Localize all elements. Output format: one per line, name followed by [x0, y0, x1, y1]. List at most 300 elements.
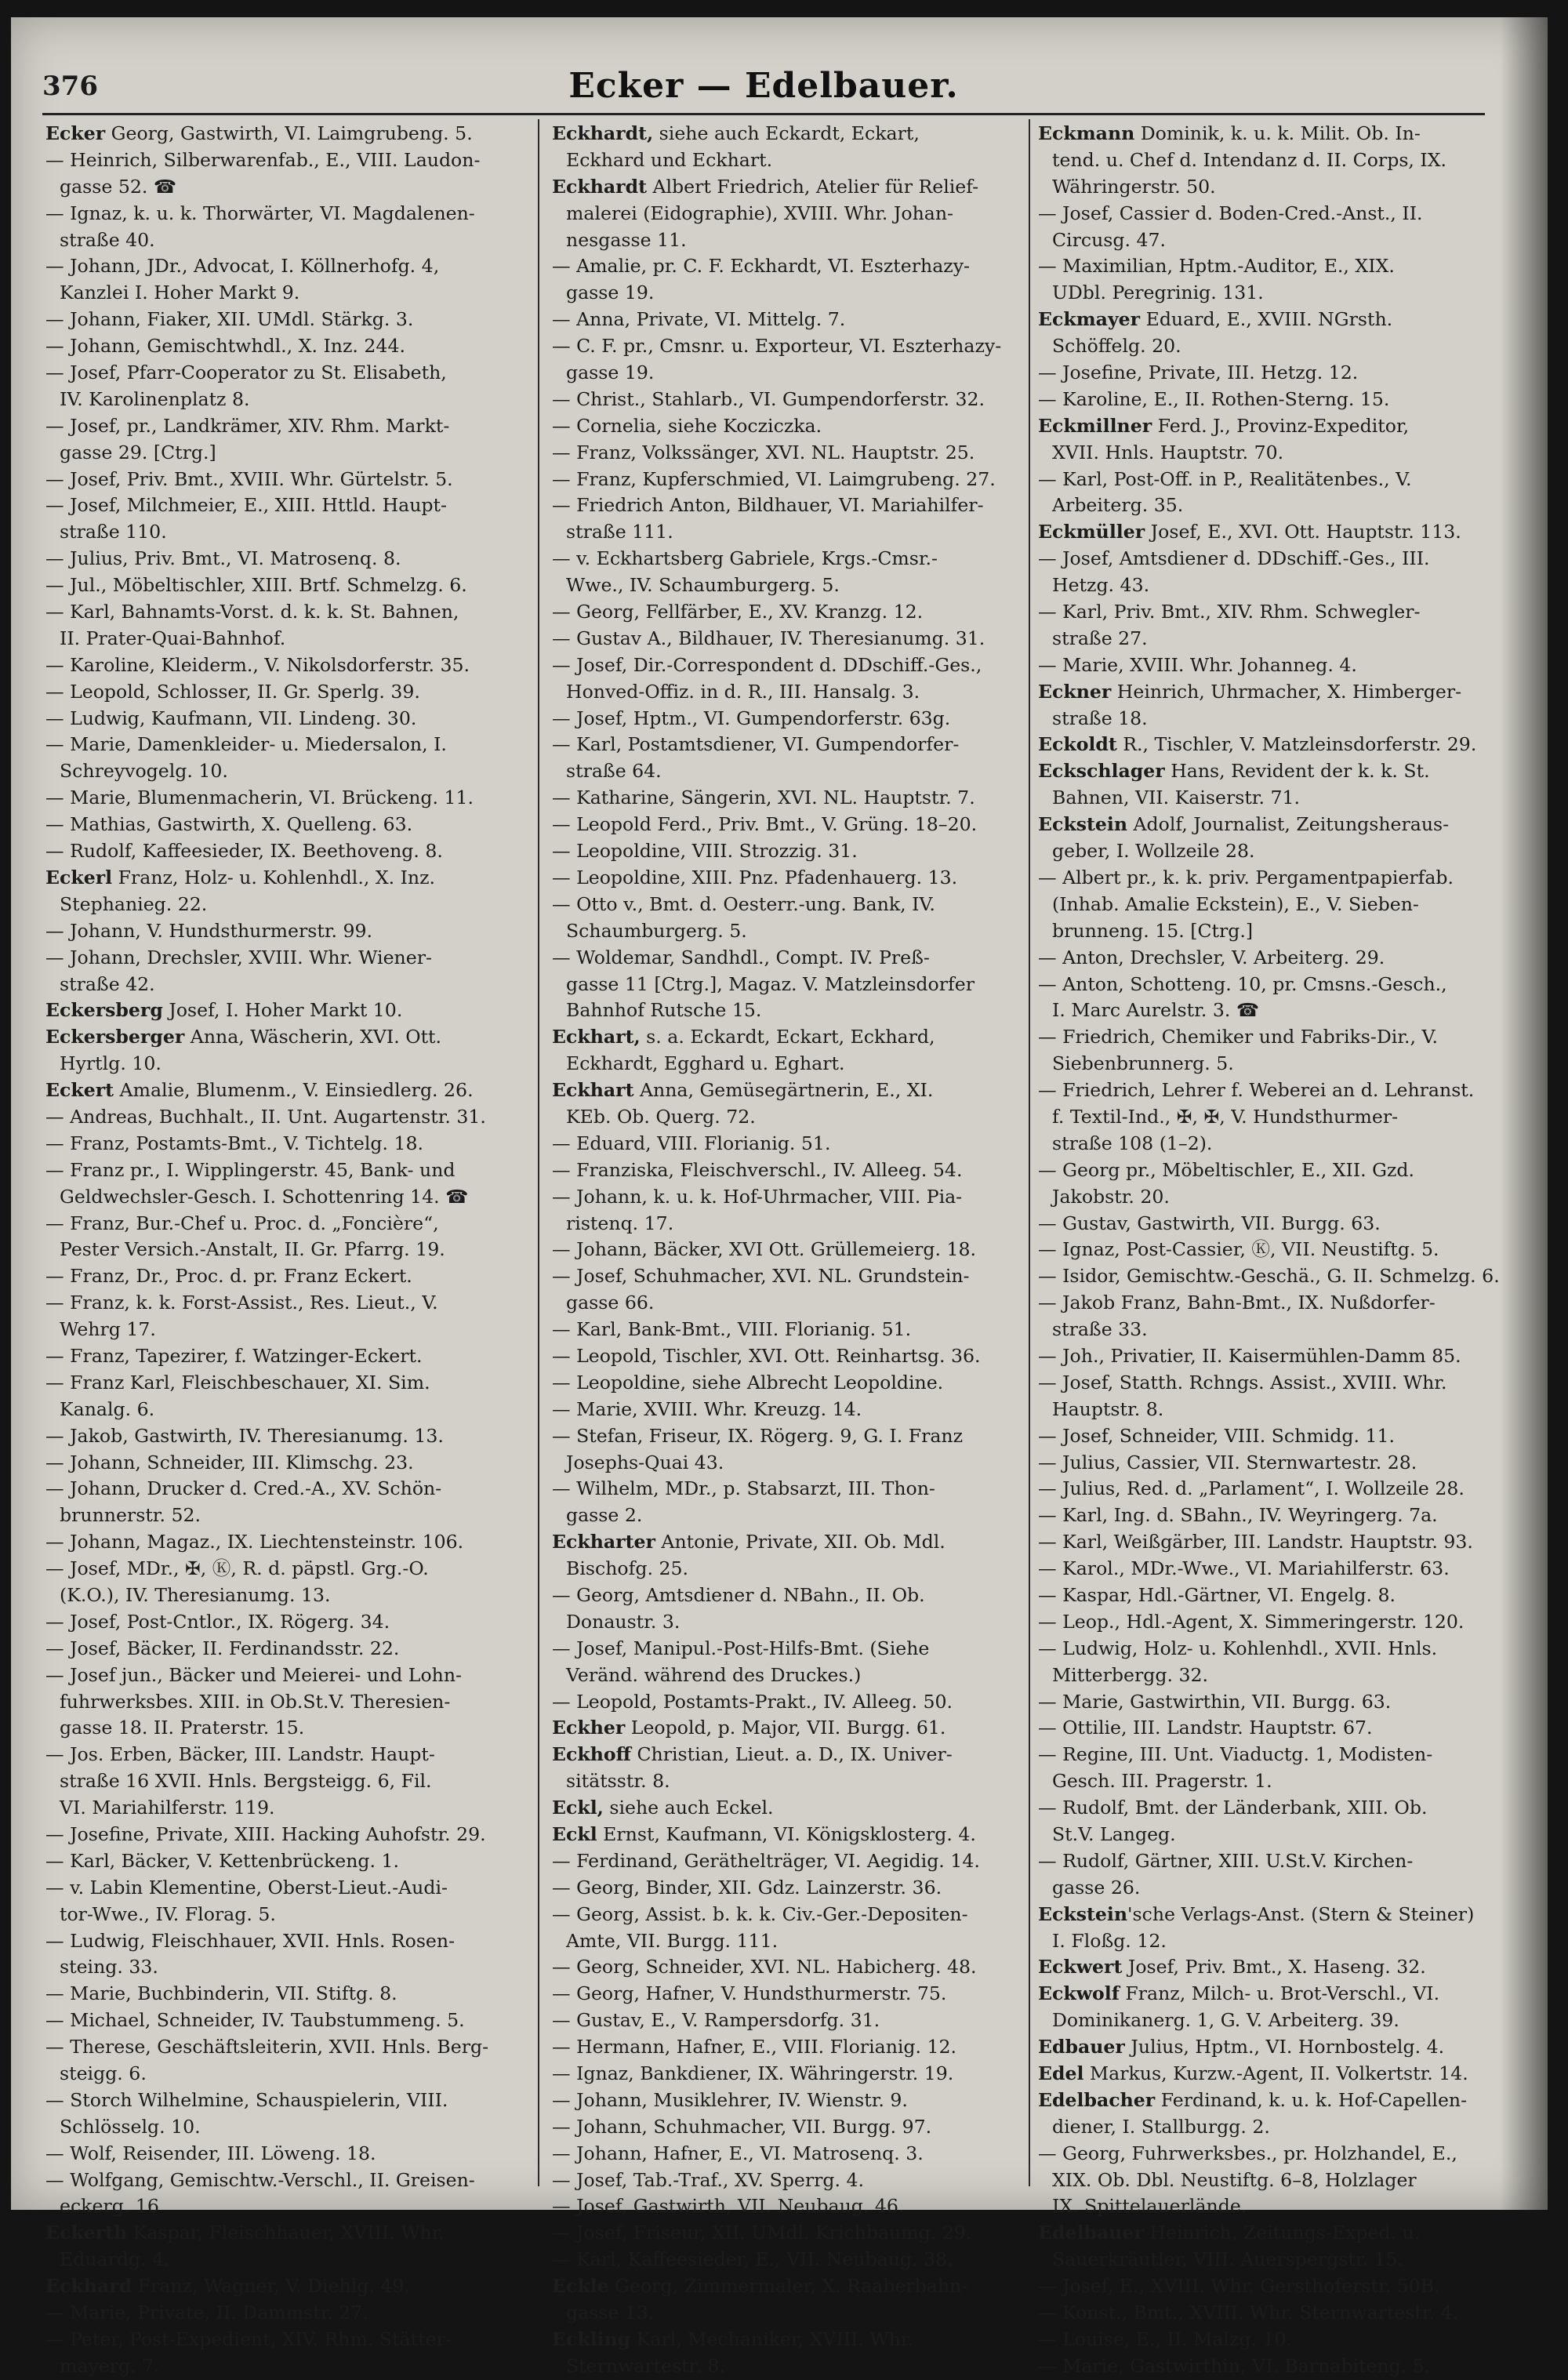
entry-line [1038, 1051, 1508, 1077]
entry-text: Kanalg. 6. [60, 1397, 155, 1420]
entry-text: — Georg, Hafner, V. Hundsthurmerstr. 75. [552, 1982, 947, 2005]
entry-heading-line [552, 1742, 1022, 1768]
surname: Eckmayer [1038, 308, 1141, 331]
entry-text: I. Marc Aurelstr. 3. ☎ [1052, 999, 1260, 1022]
entry-heading-line [1038, 812, 1508, 838]
entry-text: — Johann, Fiaker, XII. UMdl. Stärkg. 3. [45, 308, 414, 331]
entry-line [1038, 1184, 1508, 1211]
entry-text: — Julius, Red. d. „Parlament“, I. Wollzeile 28. [1038, 1477, 1465, 1500]
surname: Ecker [45, 122, 106, 144]
entry-text: (K.O.), IV. Theresianumg. 13. [60, 1583, 331, 1606]
entry-line [45, 1848, 516, 1875]
entry-text: Josef, E., XVI. Ott. Hauptstr. 113. [1145, 521, 1461, 543]
entry-line [552, 1370, 1022, 1397]
entry-line [1038, 387, 1508, 413]
entry-line [552, 2114, 1022, 2141]
entry-text: tend. u. Chef d. Intendanz d. II. Corps, IX. [1052, 148, 1447, 171]
entry-line [552, 413, 1022, 440]
entry-text: — Peter, Post-Expedient, XIV. Rhm. Stätter- [45, 2327, 452, 2350]
entry-line [45, 1131, 516, 1157]
entry-line [1038, 1795, 1508, 1822]
entry-text: — Josef, Dir.-Correspondent d. DDschiff.-Ges., [552, 653, 982, 676]
entry-line [1038, 1822, 1508, 1848]
entry-line [1038, 1609, 1508, 1636]
entry-text: Wehrg 17. [60, 1318, 156, 1341]
entry-text: — Franz, Bur.-Chef u. Proc. d. „Foncière“, [45, 1212, 439, 1234]
entry-line [1038, 1237, 1508, 1263]
entry-text: — Maximilian, Hptm.-Auditor, E., XIX. [1038, 255, 1395, 278]
entry-heading-line [1038, 1954, 1508, 1981]
entry-text: gasse 13. [566, 2302, 655, 2324]
entry-line [552, 1848, 1022, 1875]
entry-line [45, 572, 516, 599]
entry-text: — Marie, XVIII. Whr. Kreuzg. 14. [552, 1397, 862, 1420]
entry-line [45, 1795, 516, 1822]
entry-line [45, 812, 516, 838]
entry-line [552, 997, 1022, 1024]
entry-text: Antonie, Private, XII. Ob. Mdl. [655, 1531, 946, 1553]
entry-text: — Josef, Schneider, VIII. Schmidg. 11. [1038, 1424, 1395, 1447]
entry-text: Hetzg. 43. [1052, 574, 1150, 597]
entry-line [1038, 892, 1508, 918]
entry-heading-line [1038, 679, 1508, 706]
entry-text: — Franz pr., I. Wipplingerstr. 45, Bank- und [45, 1158, 456, 1181]
entry-line [552, 1423, 1022, 1450]
entry-text: — Anton, Schotteng. 10, pr. Cmsns.-Gesch., [1038, 972, 1447, 995]
entry-line [552, 1237, 1022, 1263]
entry-line [45, 706, 516, 732]
entry-text: — Friedrich, Chemiker und Fabriks-Dir., V. [1038, 1026, 1438, 1048]
entry-line [45, 626, 516, 652]
entry-text: Adolf, Journalist, Zeitungsheraus- [1127, 813, 1450, 836]
entry-line [1038, 652, 1508, 679]
entry-line [552, 2353, 1022, 2380]
entry-text: s. a. Eckardt, Eckart, Eckhard, [640, 1026, 935, 1048]
surname: Eckert [45, 1079, 114, 1102]
entry-line [552, 945, 1022, 972]
entry-text: — Otto v., Bmt. d. Oesterr.-ung. Bank, IV. [552, 892, 935, 915]
entry-line [552, 1981, 1022, 2008]
entry-line [552, 2220, 1022, 2247]
entry-line [45, 1609, 516, 1636]
entry-text: steing. 33. [60, 1956, 158, 1978]
entry-text: straße 42. [60, 972, 155, 995]
entry-line [45, 2300, 516, 2327]
entry-line [45, 1237, 516, 1263]
entry-line [1038, 1689, 1508, 1716]
entry-heading-line [45, 1024, 516, 1051]
entry-text: gasse 2. [566, 1504, 643, 1527]
entry-line [45, 2353, 516, 2380]
entry-line [45, 1556, 516, 1582]
entry-text: Honved-Offiz. in d. R., III. Hansalg. 3. [566, 680, 920, 703]
entry-text: Josephs-Quai 43. [566, 1451, 724, 1473]
entry-text: — Johann, Schuhmacher, VII. Burgg. 97. [552, 2115, 932, 2138]
entry-text: — Johann, V. Hundsthurmerstr. 99. [45, 919, 373, 942]
surname: Eckoldt [1038, 733, 1117, 756]
entry-text: — Karl, Bahnamts-Vorst. d. k. k. St. Bahnen, [45, 601, 459, 623]
entry-line [1038, 838, 1508, 865]
entry-line [552, 440, 1022, 467]
entry-text: — v. Labin Klementine, Oberst-Lieut.-Audi- [45, 1876, 448, 1899]
entry-text: — Josefine, Private, III. Hetzg. 12. [1038, 362, 1359, 384]
entry-text: — Franz, Tapezirer, f. Watzinger-Eckert. [45, 1344, 423, 1367]
entry-line [552, 1954, 1022, 1981]
entry-text: gasse 11 [Ctrg.], Magaz. V. Matzleinsdorfer [566, 972, 975, 995]
entry-line [552, 1211, 1022, 1237]
entry-line [45, 1051, 516, 1077]
entry-line [45, 945, 516, 972]
entry-line [552, 812, 1022, 838]
entry-line [552, 918, 1022, 945]
entry-line [45, 360, 516, 387]
entry-text: siehe auch Eckel. [603, 1797, 774, 1819]
entry-text: Amalie, Blumenm., V. Einsiedlerg. 26. [114, 1079, 474, 1102]
entry-text: Josef, Priv. Bmt., X. Haseng. 32. [1122, 1956, 1426, 1978]
entry-text: — Karl, Bäcker, V. Kettenbrückeng. 1. [45, 1849, 400, 1872]
entry-line [45, 519, 516, 546]
entry-text: — Ignaz, Post-Cassier, Ⓚ, VII. Neustiftg. 5. [1038, 1238, 1439, 1261]
entry-line [552, 1450, 1022, 1477]
directory-page [11, 17, 1548, 2377]
entry-text: — Josef, Gastwirth, VII. Neubaug. 46. [552, 2195, 905, 2218]
entry-heading-line [552, 1024, 1022, 1051]
entry-text: XVII. Hnls. Hauptstr. 70. [1052, 441, 1284, 463]
entry-text: — Johann, Magaz., IX. Liechtensteinstr. 106. [45, 1531, 464, 1553]
entry-text: Sauerkräutler, VIII. Auerspergstr. 15. [1052, 2248, 1404, 2271]
entry-text: — Marie, Buchbinderin, VII. Stiftg. 8. [45, 1982, 397, 2005]
column-divider [1029, 119, 1030, 2186]
entry-line [45, 652, 516, 679]
entry-text: Hauptstr. 8. [1052, 1397, 1164, 1420]
entry-text: Schöffelg. 20. [1052, 335, 1181, 358]
entry-line [1038, 147, 1508, 174]
entry-text: — Leopoldine, XIII. Pnz. Pfadenhauerg. 13. [552, 866, 958, 888]
entry-line [45, 1184, 516, 1211]
entry-line [45, 1476, 516, 1502]
entry-heading-line [45, 997, 516, 1024]
entry-line [552, 1051, 1022, 1077]
entry-text: — Julius, Cassier, VII. Sternwartestr. 28. [1038, 1451, 1417, 1473]
entry-line [552, 2193, 1022, 2220]
entry-line [1038, 1104, 1508, 1131]
entry-line [1038, 1529, 1508, 1556]
entry-text: — Rudolf, Bmt. der Länderbank, XIII. Ob. [1038, 1797, 1428, 1819]
entry-line [1038, 2193, 1508, 2220]
entry-line [552, 1768, 1022, 1795]
entry-line [45, 732, 516, 758]
entry-line [45, 2327, 516, 2353]
entry-text: — Leopold, Postamts-Prakt., IV. Alleeg. 50. [552, 1690, 953, 1713]
entry-text: Jakobstr. 20. [1052, 1185, 1170, 1208]
entry-text: — Karoline, Kleiderm., V. Nikolsdorferstr. 35. [45, 653, 470, 676]
entry-line [45, 1715, 516, 1742]
entry-text: — Michael, Schneider, IV. Taubstummeng. 5. [45, 2009, 465, 2032]
entry-text: — Anna, Private, VI. Mittelg. 7. [552, 308, 846, 331]
entry-line [1038, 1131, 1508, 1157]
entry-text: IV. Karolinenplatz 8. [60, 387, 250, 410]
entry-text: Stephanieg. 22. [60, 892, 208, 915]
entry-text: — Friedrich Anton, Bildhauer, VI. Mariahilfer- [552, 494, 984, 517]
entry-line [1038, 1768, 1508, 1795]
entry-line [552, 2167, 1022, 2194]
entry-text: diener, I. Stallburgg. 2. [1052, 2115, 1270, 2138]
entry-line [1038, 201, 1508, 227]
entry-line [45, 2167, 516, 2194]
entry-text: — Leopold Ferd., Priv. Bmt., V. Grüng. 18–20. [552, 813, 978, 836]
entry-text: — Karl, Ing. d. SBahn., IV. Weyringerg. 7a. [1038, 1504, 1438, 1527]
entry-line [1038, 280, 1508, 307]
surname: Eckwolf [1038, 1982, 1120, 2005]
entry-text: — Marie, XVIII. Whr. Johanneg. 4. [1038, 653, 1357, 676]
entry-text: — Karl, Post-Off. in P., Realitätenbes., V. [1038, 467, 1412, 490]
entry-heading-line [552, 1715, 1022, 1742]
entry-text: — Louise, E., II. Malzg. 10. [1038, 2327, 1292, 2350]
entry-line [1038, 440, 1508, 467]
entry-line [45, 1902, 516, 1928]
entry-line [45, 1423, 516, 1450]
page-edge-shadow [1501, 17, 1548, 2210]
entry-heading-line [1038, 2087, 1508, 2114]
entry-text: — Karl, Kaffeesieder, E., VII. Neubaug. 38. [552, 2248, 953, 2271]
entry-line [45, 201, 516, 227]
entry-text: Hans, Revident der k. k. St. [1164, 760, 1430, 783]
entry-line [1038, 1397, 1508, 1423]
entry-text: gasse 19. [566, 282, 655, 304]
entry-line [45, 1343, 516, 1370]
entry-text: f. Textil-Ind., ✠, ✠, V. Hundsthurmer- [1052, 1105, 1399, 1128]
entry-text: Arbeiterg. 35. [1052, 494, 1184, 517]
entry-line [1038, 2167, 1508, 2194]
entry-heading-line [1038, 413, 1508, 440]
surname: Eckhardt, [552, 122, 654, 144]
entry-text: Heinrich, Zeitungs-Exped. u. [1143, 2222, 1421, 2244]
surname: Edelbacher [1038, 2088, 1156, 2111]
surname: Eckschlager [1038, 760, 1165, 783]
entry-text: Karl, Mechaniker, XVIII. Whr. [630, 2327, 914, 2350]
entry-text: Christian, Lieut. a. D., IX. Univer- [630, 1743, 953, 1766]
entry-line [1038, 1582, 1508, 1609]
entry-text: Ernst, Kaufmann, VI. Königsklosterg. 4. [597, 1823, 976, 1845]
entry-text: Bahnen, VII. Kaiserstr. 71. [1052, 787, 1301, 809]
entry-heading-line [552, 2273, 1022, 2300]
entry-line [1038, 1317, 1508, 1343]
entry-text: — Franz Karl, Fleischbeschauer, XI. Sim. [45, 1371, 430, 1393]
entry-line [552, 280, 1022, 307]
entry-line [45, 1662, 516, 1689]
entry-text: Veränd. während des Druckes.) [566, 1663, 862, 1686]
surname: Eckle [552, 2275, 609, 2298]
entry-text: — Johann, Hafner, E., VI. Matrosenq. 3. [552, 2142, 924, 2164]
entry-heading-line [552, 121, 1022, 147]
entry-text: — Georg, Fuhrwerksbes., pr. Holzhandel, E., [1038, 2142, 1457, 2164]
entry-text: straße 33. [1052, 1318, 1148, 1341]
entry-text: — Ludwig, Fleischhauer, XVII. Hnls. Rosen- [45, 1929, 456, 1952]
entry-text: — Georg, Schneider, XVI. NL. Habicherg. 48. [552, 1956, 977, 1978]
entry-text: straße 27. [1052, 627, 1148, 649]
entry-text: — Josef, Tab.-Traf., XV. Sperrg. 4. [552, 2168, 865, 2191]
entry-line [1038, 492, 1508, 519]
entry-text: — Johann, Gemischtwhdl., X. Inz. 244. [45, 335, 405, 358]
entry-line [1038, 2247, 1508, 2273]
entry-text: Schreyvogelg. 10. [60, 760, 228, 783]
entry-line [552, 147, 1022, 174]
entry-text: XIX. Ob. Dbl. Neustiftg. 6–8, Holzlager [1052, 2168, 1417, 2191]
entry-line [552, 2300, 1022, 2327]
entry-line [45, 1450, 516, 1477]
surname: Eckhoff [552, 1743, 631, 1766]
entry-text: Dominikanerg. 1, G. V. Arbeiterg. 39. [1052, 2009, 1399, 2032]
entry-line [45, 2034, 516, 2061]
entry-text: Ferdinand, k. u. k. Hof-Capellen- [1155, 2088, 1468, 2111]
entry-line [1038, 333, 1508, 360]
entry-text: — Therese, Geschäftsleiterin, XVII. Hnls. Berg- [45, 2036, 489, 2058]
entry-line [1038, 865, 1508, 892]
entry-line [45, 280, 516, 307]
entry-text: — C. F. pr., Cmsnr. u. Exporteur, VI. Eszterhazy- [552, 335, 1002, 358]
entry-line [552, 1662, 1022, 1689]
entry-text: — Rudolf, Gärtner, XIII. U.St.V. Kirchen- [1038, 1849, 1414, 1872]
surname: Eckher [552, 1717, 626, 1739]
entry-line [45, 1954, 516, 1981]
entry-line [45, 1928, 516, 1955]
entry-text: KEb. Ob. Querg. 72. [566, 1105, 756, 1128]
surname: Edelbauer [1038, 2222, 1144, 2244]
entry-text: Anna, Wäscherin, XVI. Ott. [184, 1026, 442, 1048]
entry-line [45, 2087, 516, 2114]
entry-text: — Franz, Postamts-Bmt., V. Tichtelg. 18. [45, 1132, 424, 1154]
entry-line [1038, 2114, 1508, 2141]
entry-line [552, 1556, 1022, 1582]
entry-text: mayerg. 7. [60, 2354, 160, 2377]
entry-line [45, 2247, 516, 2273]
entry-text: Währingerstr. 50. [1052, 175, 1216, 198]
entry-text: — Marie, Gastwirthin, VII. Burgg. 63. [1038, 1690, 1392, 1713]
entry-text: — Johann, Drechsler, XVIII. Whr. Wiener- [45, 946, 432, 968]
entry-text: 'sche Verlags-Anst. (Stern & Steiner) [1127, 1902, 1475, 1925]
entry-text: — Karol., MDr.-Wwe., VI. Mariahilferstr. 63. [1038, 1557, 1450, 1580]
entry-line [45, 1636, 516, 1662]
entry-text: Bischofg. 25. [566, 1557, 688, 1580]
entry-text: Franz, Milch- u. Brot-Verschl., VI. [1119, 1982, 1440, 2005]
entry-line [552, 892, 1022, 918]
entry-line [552, 387, 1022, 413]
entry-line [552, 652, 1022, 679]
entry-text: — Mathias, Gastwirth, X. Quelleng. 63. [45, 813, 413, 836]
surname: Eckhart [552, 1079, 634, 1102]
entry-text: — Amalie, pr. C. F. Eckhardt, VI. Eszterhazy- [552, 255, 971, 278]
entry-heading-line [1038, 1981, 1508, 2008]
entry-line [45, 758, 516, 785]
entry-text: fuhrwerksbes. XIII. in Ob.St.V. Theresien- [60, 1690, 451, 1713]
entry-line [552, 1928, 1022, 1955]
entry-line [1038, 945, 1508, 972]
entry-line [552, 732, 1022, 758]
entry-text: II. Prater-Quai-Bahnhof. [60, 627, 286, 649]
surname: Eckerl [45, 866, 113, 888]
entry-line [552, 2247, 1022, 2273]
column-divider [538, 119, 539, 2186]
entry-text: — Josef, pr., Landkrämer, XIV. Rhm. Markt- [45, 414, 450, 437]
entry-text: Sternwartestr. 8. [566, 2354, 725, 2377]
page-header [42, 55, 1485, 110]
entry-line [1038, 2327, 1508, 2353]
surname: Eckersberg [45, 999, 163, 1022]
surname: Eckstein [1038, 1902, 1128, 1925]
entry-line [45, 972, 516, 998]
entry-line [1038, 2008, 1508, 2034]
entry-line [1038, 1662, 1508, 1689]
entry-text: — Ignaz, k. u. k. Thorwärter, VI. Magdalenen- [45, 202, 475, 224]
entry-text: — Marie, Blumenmacherin, VI. Brückeng. 11. [45, 787, 474, 809]
entry-line [1038, 1423, 1508, 1450]
entry-text: — Stefan, Friseur, IX. Rögerg. 9, G. I. Franz [552, 1424, 964, 1447]
entry-heading-line [552, 174, 1022, 201]
entry-text: — Ludwig, Holz- u. Kohlenhdl., XVII. Hnls. [1038, 1637, 1438, 1659]
entry-text: Georg, Gastwirth, VI. Laimgrubeng. 5. [105, 122, 473, 144]
entry-line [45, 1689, 516, 1716]
entry-text: Mitterbergg. 32. [1052, 1663, 1208, 1686]
surname: Edel [1038, 2062, 1084, 2085]
entry-text: — Franz, Volkssänger, XVI. NL. Hauptstr. 25. [552, 441, 975, 463]
entry-line [552, 492, 1022, 519]
entry-heading-line [552, 1795, 1022, 1822]
entry-line [45, 333, 516, 360]
entry-text: brunnerstr. 52. [60, 1504, 201, 1527]
entry-line [1038, 2273, 1508, 2300]
entry-text: — Heinrich, Silberwarenfab., E., VIII. Laudon- [45, 148, 481, 171]
entry-line [45, 2008, 516, 2034]
entry-heading-line [45, 2273, 516, 2300]
entry-line [45, 1981, 516, 2008]
entry-text: — Johann, k. u. k. Hof-Uhrmacher, VIII. Pia- [552, 1185, 963, 1208]
entry-text: Julius, Hptm., VI. Hornbostelg. 4. [1124, 2036, 1445, 2058]
entry-line [552, 838, 1022, 865]
entry-text: gasse 66. [566, 1292, 655, 1314]
entry-line [1038, 360, 1508, 387]
entry-text: — Karl, Weißgärber, III. Landstr. Hauptstr. 93. [1038, 1531, 1473, 1553]
entry-text: — Regine, III. Unt. Viaductg. 1, Modisten- [1038, 1743, 1433, 1766]
entry-line [1038, 2353, 1508, 2380]
entry-line [552, 253, 1022, 280]
entry-text: Markus, Kurzw.-Agent, II. Volkertstr. 14. [1083, 2062, 1468, 2085]
entry-line [45, 1822, 516, 1848]
entry-text: — Josef, Statth. Rchngs. Assist., XVIII. Whr. [1038, 1371, 1447, 1393]
entry-text: Albert Friedrich, Atelier für Relief- [646, 175, 979, 198]
entry-line [552, 865, 1022, 892]
surname: Eckmann [1038, 122, 1135, 144]
entry-heading-line [1038, 732, 1508, 758]
entry-text: — Franz, Dr., Proc. d. pr. Franz Eckert. [45, 1265, 412, 1288]
entry-line [45, 2141, 516, 2167]
entry-line [45, 599, 516, 626]
entry-text: gasse 19. [566, 362, 655, 384]
surname: Eckmüller [1038, 521, 1145, 543]
entry-heading-line [1038, 2034, 1508, 2061]
entry-line [45, 387, 516, 413]
entry-line [1038, 599, 1508, 626]
entry-text: — Jos. Erben, Bäcker, III. Landstr. Haupt- [45, 1743, 435, 1766]
entry-line [552, 2034, 1022, 2061]
entry-heading-line [1038, 2220, 1508, 2247]
entry-text: — Johann, Drucker d. Cred.-A., XV. Schön- [45, 1477, 442, 1500]
entry-line [1038, 2300, 1508, 2327]
entry-text: — Karl, Postamtsdiener, VI. Gumpendorfer- [552, 733, 960, 756]
entry-line [45, 546, 516, 572]
entry-line [45, 2061, 516, 2087]
entry-text: Eduard, E., XVIII. NGrsth. [1140, 308, 1393, 331]
entry-line [45, 1317, 516, 1343]
